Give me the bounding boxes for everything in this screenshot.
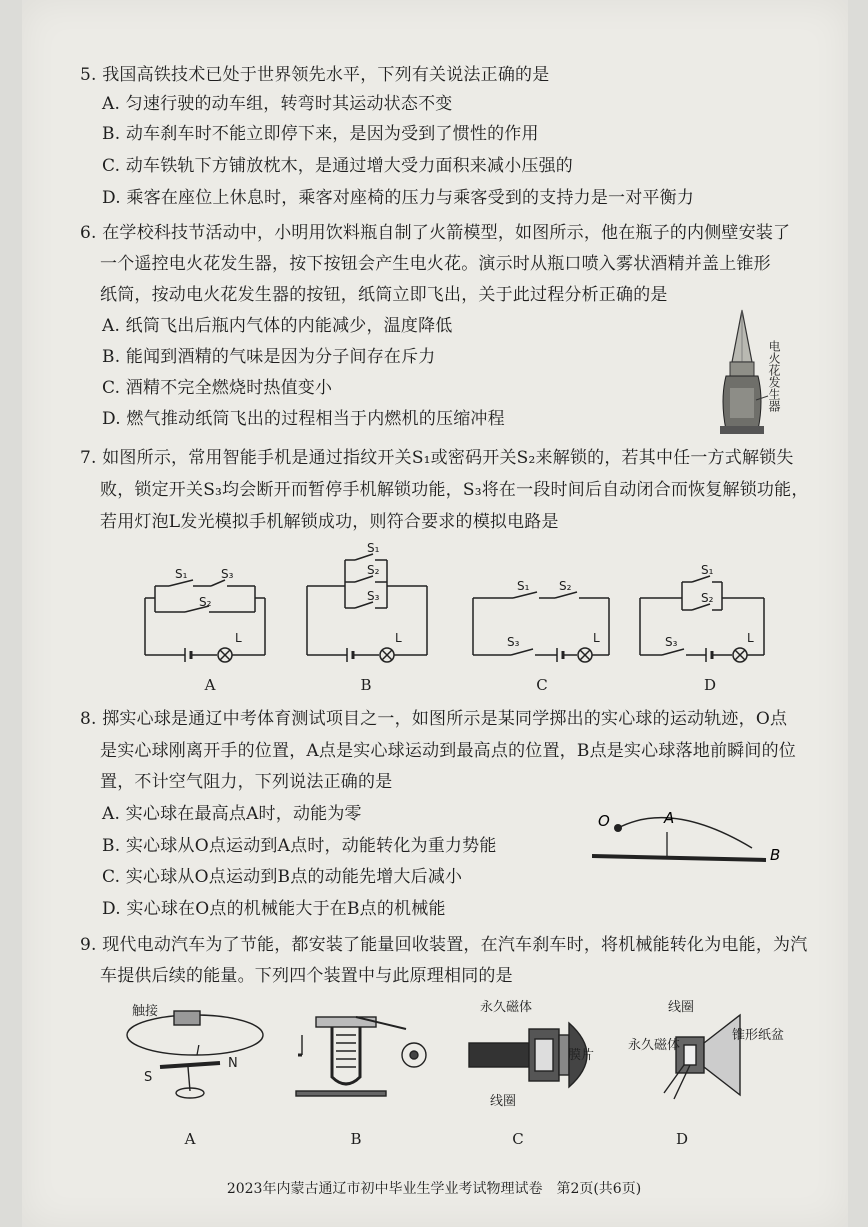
- q8-option-c: C. 实心球从O点运动到B点的动能先增大后减小: [102, 867, 463, 887]
- circuit-d-caption: D: [703, 676, 717, 694]
- circuit-c-s1: S₁: [517, 579, 530, 593]
- q6-stem-line1: 6. 在学校科技节活动中，小明用饮料瓶自制了火箭模型，如图所示，他在瓶子的内侧壁安装了: [80, 223, 791, 243]
- q9-stem-line1: 9. 现代电动汽车为了节能，都安装了能量回收装置，在汽车刹车时，将机械能转化为电能，为汽: [80, 935, 808, 955]
- q8-stem-line3: 置，不计空气阻力，下列说法正确的是: [100, 772, 393, 792]
- ball-trajectory: [618, 818, 752, 848]
- label-magnet-c: 永久磁体: [480, 1000, 533, 1015]
- circuit-c-s3: S₃: [507, 635, 520, 649]
- circuit-a-l: L: [235, 631, 242, 645]
- label-s: S: [144, 1070, 153, 1085]
- circuit-a: [145, 580, 265, 662]
- label-n: N: [228, 1056, 238, 1071]
- device-d: [664, 1015, 740, 1099]
- q6-stem-line2: 一个遥控电火花发生器，按下按钮会产生电火花。演示时从瓶口喷入雾状酒精并盖上锥形: [100, 254, 771, 274]
- q5-option-a: A. 匀速行驶的动车组，转弯时其运动状态不变: [102, 94, 453, 114]
- circuit-b-l: L: [395, 631, 402, 645]
- spark-generator-label: 电火花发生器: [767, 340, 781, 412]
- device-b-caption: B: [350, 1130, 362, 1148]
- label-diaphragm: 膜片: [568, 1048, 595, 1063]
- q8-trajectory-figure: [592, 808, 792, 868]
- q9-stem-line2: 车提供后续的能量。下列四个装置中与此原理相同的是: [100, 966, 513, 986]
- q8-stem-line1: 8. 掷实心球是通辽中考体育测试项目之一，如图所示是某同学掷出的实心球的运动轨迹，O点: [80, 709, 788, 729]
- q6-option-c: C. 酒精不完全燃烧时热值变小: [102, 378, 333, 398]
- label-coil-d: 线圈: [668, 1000, 695, 1015]
- q5-option-c: C. 动车铁轨下方铺放枕木，是通过增大受力面积来减小压强的: [102, 156, 574, 176]
- q6-stem-line3: 纸筒，按动电火花发生器的按钮，纸筒立即飞出，关于此过程分析正确的是: [100, 285, 668, 305]
- circuit-a-s2: S₂: [199, 595, 212, 609]
- circuit-b-s1: S₁: [367, 541, 380, 555]
- page-footer: 2023年内蒙古通辽市初中毕业生学业考试物理试卷 第2页(共6页): [226, 1181, 642, 1197]
- bottle-neck: [730, 362, 754, 376]
- ball-point-o: [614, 824, 622, 832]
- ground: [592, 856, 766, 860]
- q8-option-a: A. 实心球在最高点A时，动能为零: [102, 804, 362, 824]
- q6-option-d: D. 燃气推动纸筒飞出的过程相当于内燃机的压缩冲程: [102, 409, 505, 429]
- circuit-d: [640, 576, 764, 662]
- circuit-d-s3: S₃: [665, 635, 678, 649]
- circuit-c-s2: S₂: [559, 579, 572, 593]
- device-c-caption: C: [512, 1130, 524, 1148]
- q5-option-d: D. 乘客在座位上休息时，乘客对座椅的压力与乘客受到的支持力是一对平衡力: [102, 188, 695, 208]
- point-o-label: O: [598, 812, 610, 830]
- circuit-b-s3: S₃: [367, 589, 380, 603]
- circuit-b-s2: S₂: [367, 563, 380, 577]
- label-contact: 触接: [132, 1004, 159, 1019]
- q8-stem-line2: 是实心球刚离开手的位置，A点是实心球运动到最高点的位置，B点是实心球落地前瞬间的位: [100, 741, 796, 761]
- q7-stem-line2: 败，锁定开关S₃均会断开而暂停手机解锁功能，S₃将在一段时间后自动闭合而恢复解锁功能，: [100, 480, 809, 500]
- circuit-d-l: L: [747, 631, 754, 645]
- q7-stem-line1: 7. 如图所示，常用智能手机是通过指纹开关S₁或密码开关S₂来解锁的，若其中任一方式解锁失: [80, 448, 794, 468]
- q5-option-b: B. 动车刹车时不能立即停下来，是因为受到了惯性的作用: [102, 124, 539, 144]
- q7-stem-line3: 若用灯泡L发光模拟手机解锁成功，则符合要求的模拟电路是: [100, 512, 559, 532]
- q8-option-d: D. 实心球在O点的机械能大于在B点的机械能: [102, 899, 446, 919]
- circuit-b-caption: B: [360, 676, 372, 694]
- circuit-d-s1: S₁: [701, 563, 714, 577]
- point-b-label: B: [770, 846, 781, 864]
- point-a-label: A: [664, 809, 675, 828]
- label-magnet-d: 永久磁体: [628, 1038, 681, 1053]
- circuit-c-caption: C: [536, 676, 548, 694]
- label-current: I: [196, 1044, 200, 1059]
- circuit-d-s2: S₂: [701, 591, 714, 605]
- circuit-a-caption: A: [204, 676, 216, 694]
- q8-option-b: B. 实心球从O点运动到A点时，动能转化为重力势能: [102, 836, 497, 856]
- device-a-caption: A: [184, 1130, 196, 1148]
- q9-devices: [120, 995, 810, 1135]
- label-coil-c: 线圈: [490, 1094, 517, 1109]
- circuit-c: [473, 592, 609, 662]
- label-cone: 锥形纸盆: [732, 1028, 785, 1043]
- circuit-c-l: L: [593, 631, 600, 645]
- circuit-a-s3: S₃: [221, 567, 234, 581]
- q5-stem: 5. 我国高铁技术已处于世界领先水平，下列有关说法正确的是: [80, 65, 550, 85]
- q6-option-b: B. 能闻到酒精的气味是因为分子间存在斥力: [102, 347, 436, 367]
- q7-circuits: [135, 538, 775, 678]
- circuit-a-s1: S₁: [175, 567, 188, 581]
- device-d-caption: D: [675, 1130, 689, 1148]
- q6-option-a: A. 纸筒飞出后瓶内气体的内能减少，温度降低: [102, 316, 453, 336]
- device-b: [296, 1017, 426, 1096]
